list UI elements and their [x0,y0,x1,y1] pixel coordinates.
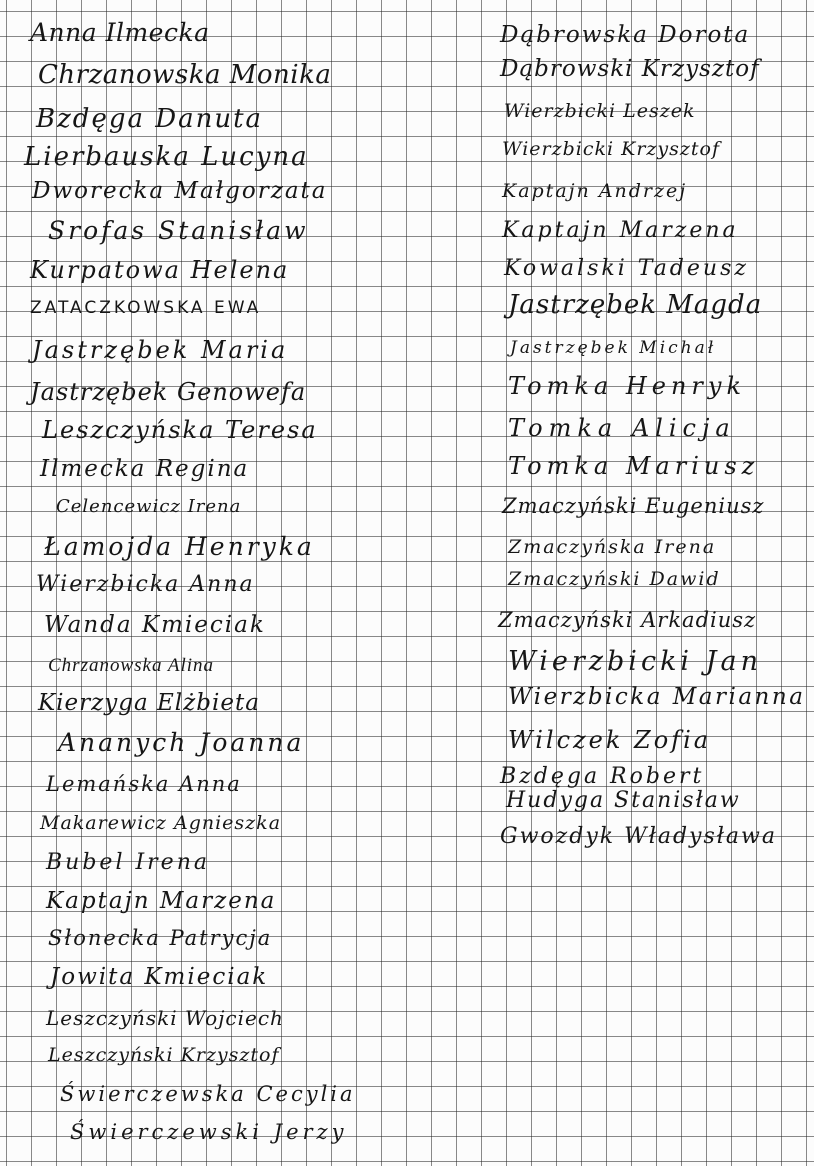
signature: Kierzyga Elżbieta [38,690,260,716]
signature: Łamojda Henryka [44,532,315,561]
signature: Lierbauska Lucyna [24,142,309,172]
signature: Jastrzębek Magda [508,290,763,320]
signature: Zmaczyński Dawid [508,568,721,590]
signature: Kaptajn Marzena [46,888,277,914]
signature: Chrzanowska Monika [38,60,332,90]
signature: Leszczyński Krzysztof [48,1044,280,1066]
signature: Bubel Irena [46,850,210,875]
signature: Kurpatowa Helena [30,256,290,284]
signature: Srofas Stanisław [48,216,309,245]
signature: Świerczewski Jerzy [70,1120,348,1144]
signature: Makarewicz Agnieszka [40,812,282,834]
signature: Bzdęga Robert [500,764,705,789]
signature: Jastrzębek Genowefa [30,378,307,406]
signature: Ananych Joanna [58,728,305,757]
signature: Wierzbicka Marianna [508,684,806,710]
signature: Zmaczyńska Irena [508,536,717,558]
signature: Kowalski Tadeusz [504,256,749,281]
signature: Gwozdyk Władysława [500,824,777,849]
signature: Kaptajn Andrzej [502,180,688,202]
signature: Wierzbicki Krzysztof [502,138,721,160]
signature: Dąbrowska Dorota [500,22,751,48]
signature: Leszczyński Wojciech [46,1006,284,1030]
signature: Świerczewska Cecylia [60,1082,356,1106]
signature: Jastrzębek Maria [32,336,289,364]
signature: Tomka Alicja [508,414,736,442]
signature: Ilmecka Regina [40,456,250,482]
signature: Leszczyńska Teresa [42,416,318,444]
signature: Wilczek Zofia [508,726,712,754]
signature: Hudyga Stanisław [506,788,741,813]
signature: Wierzbicki Leszek [504,100,696,122]
signature: Zmaczyński Arkadiusz [498,608,757,632]
signature: Dworecka Małgorzata [32,178,328,204]
signature: Zmaczyński Eugeniusz [502,494,765,518]
signature: Bzdęga Danuta [36,104,264,134]
signature: Wierzbicka Anna [36,572,255,597]
signature: Słonecka Patrycja [48,926,273,950]
signature: Wierzbicki Jan [508,646,762,677]
signature: ZATACZKOWSKA EWA [30,298,262,318]
signature: Jowita Kmieciak [50,964,269,990]
signature: Kaptajn Marzena [502,218,739,243]
signature: Tomka Mariusz [508,452,760,480]
signature: Anna Ilmecka [30,18,210,47]
signature: Lemańska Anna [46,772,242,796]
signature: Dąbrowski Krzysztof [500,56,760,82]
signature: Tomka Henryk [508,372,746,400]
signature: Wanda Kmieciak [44,612,266,638]
signature: Chrzanowska Alina [48,655,215,676]
signature: Celencewicz Irena [56,496,242,517]
signature: Jastrzębek Michał [510,338,717,358]
